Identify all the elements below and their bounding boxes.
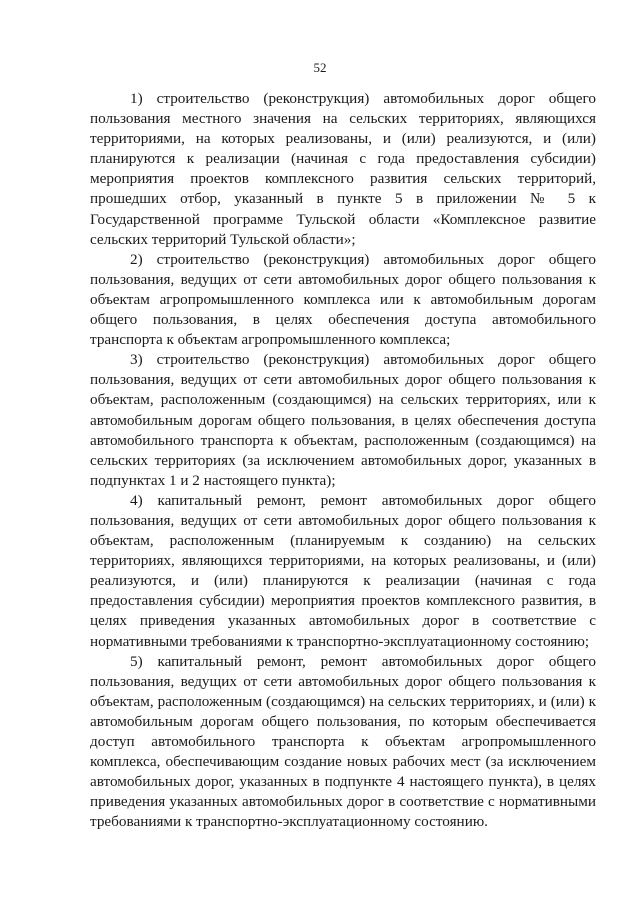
paragraph-item-2: 2) строительство (реконструкция) автомобильных дорог общего пользования, ведущих от сети автомобильных дорог общего пользования к объектам агропромышленного комплекса или к автомобильным дорогам общего пользования, в целях обеспечения доступа автомобильного транспорта к объектам агропромышленного комплекса; bbox=[90, 250, 596, 349]
paragraph-item-4: 4) капитальный ремонт, ремонт автомобильных дорог общего пользования, ведущих от сети автомобильных дорог общего пользования к объектам, расположенным (планируемым к созданию) на сельских территориях, являющихся территориями, на которых реализованы, и (или) реализуются, и (или) планируются к реализации (начиная с года предоставления субсидии) мероприятия проектов комплексного развития, в целях приведения указанных автомобильных дорог в соответствие с нормативными требованиями к транспортно-эксплуатационному состоянию; bbox=[90, 491, 596, 650]
paragraph-item-3: 3) строительство (реконструкция) автомобильных дорог общего пользования, ведущих от сети автомобильных дорог общего пользования к объектам, расположенным (создающимся) на сельских территориях, или к автомобильным дорогам общего пользования, в целях обеспечения доступа автомобильного транспорта к объектам, расположенным (создающимся) на сельских территориях (за исключением автомобильных дорог, указанных в подпунктах 1 и 2 настоящего пункта); bbox=[90, 351, 596, 489]
document-body bbox=[90, 89, 596, 832]
paragraph-item-1: 1) строительство (реконструкция) автомобильных дорог общего пользования местного значения на сельских территориях, являющихся территориями, на которых реализованы, и (или) реализуются, и (или) планируются к реализации (начиная с года предоставления субсидии) мероприятия проектов комплексного развития сельских территорий, прошедших отбор, указанный в пункте 5 в приложении № 5 к Государственной программе Тульской области «Комплексное развитие сельских территорий Тульской области»; bbox=[90, 90, 596, 248]
page-number: 52 bbox=[313, 60, 327, 75]
paragraph-item-5: 5) капитальный ремонт, ремонт автомобильных дорог общего пользования, ведущих от сети автомобильных дорог общего пользования к объектам, расположенным (создающимся) на сельских территориях, и (или) к автомобильным дорогам общего пользования, по которым обеспечивается доступ автомобильного транспорта к объектам агропромышленного комплекса, обеспечивающим создание новых рабочих мест (за исключением автомобильных дорог, указанных в подпункте 4 настоящего пункта), в целях приведения указанных автомобильных дорог в соответствие с нормативными требованиями к транспортно-эксплуатационному состоянию. bbox=[90, 652, 596, 831]
